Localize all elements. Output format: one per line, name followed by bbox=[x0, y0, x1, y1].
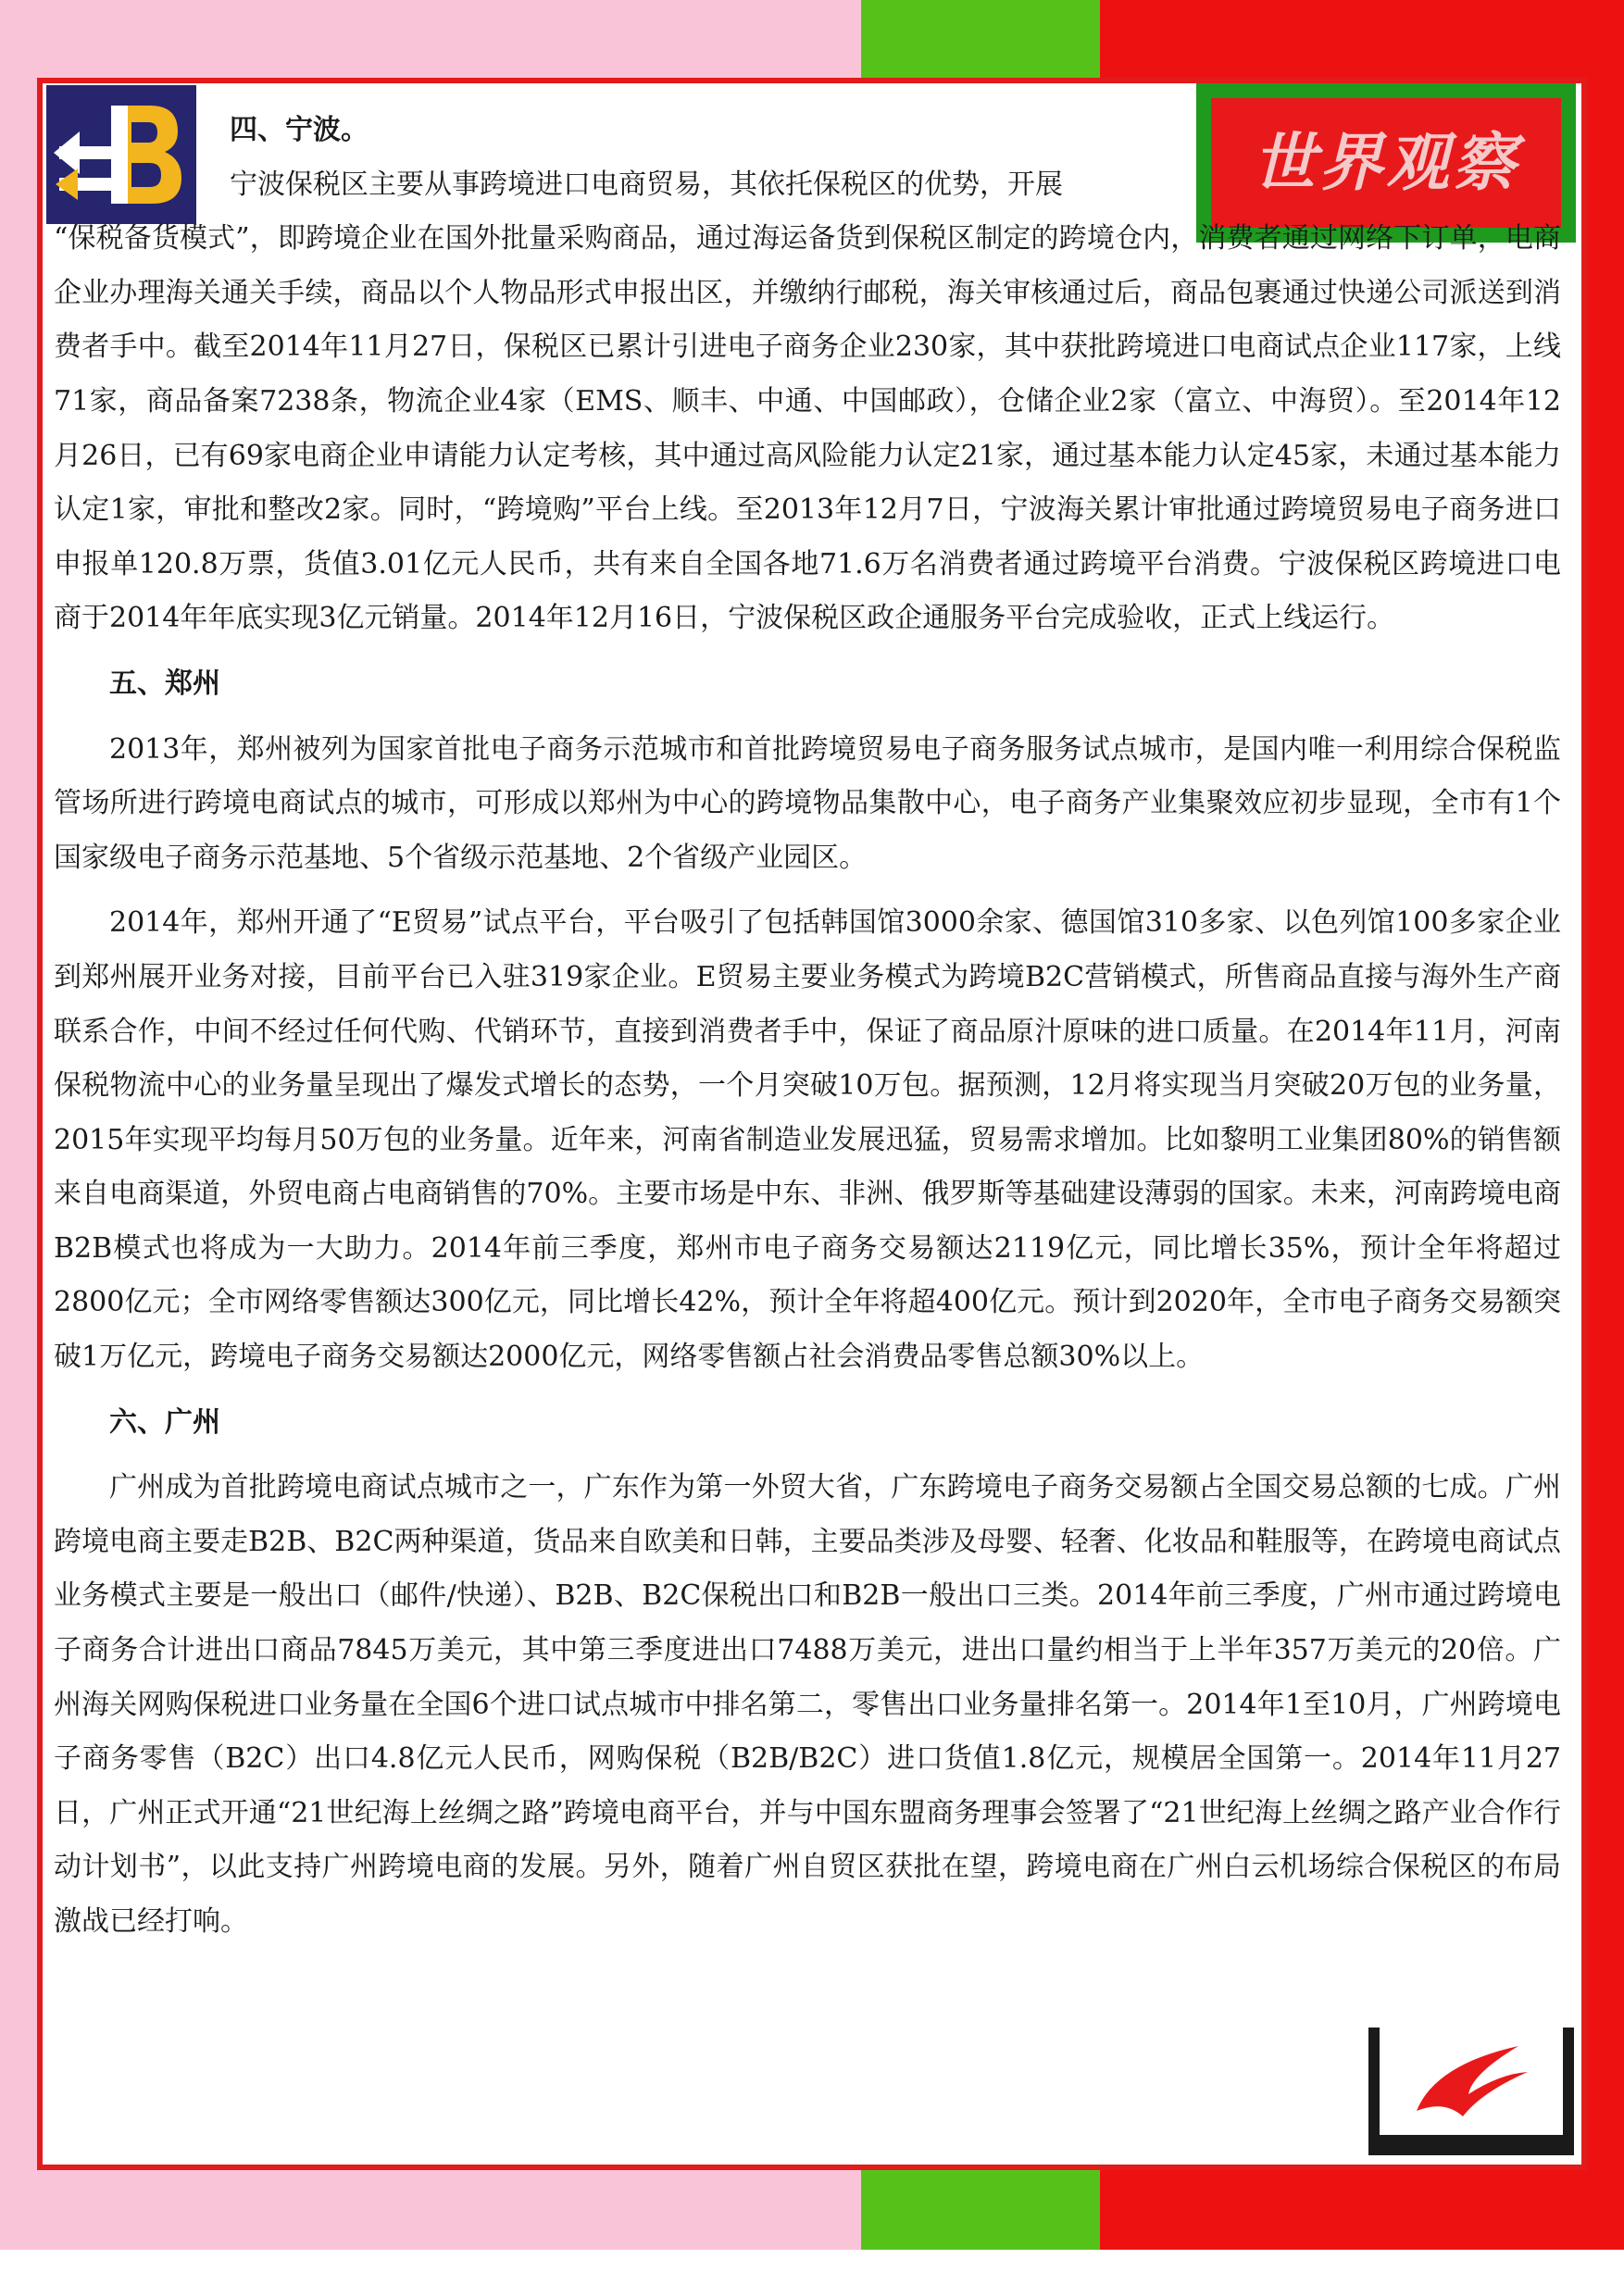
article-body bbox=[54, 104, 1561, 1950]
pink-band-top bbox=[0, 0, 861, 78]
red-swoosh-logo-icon bbox=[1368, 2028, 1574, 2155]
pink-band-left bbox=[0, 78, 37, 2170]
green-band-top bbox=[861, 0, 1100, 78]
banner-title: 世界观察 bbox=[1252, 126, 1519, 200]
section-heading-zhengzhou: 五、郑州 bbox=[109, 667, 220, 700]
paragraph-zhengzhou-1: 2013年，郑州被列为国家首批电子商务示范城市和首批跨境贸易电子商务服务试点城市，是国内唯一利用综合保税监管场所进行跨境电商试点的城市，可形成以郑州为中心的跨境物品集散中心，电子商务产业集聚效应初步显现，全市有1个国家级电子商务示范基地、5个省级示范基地、2个省级产业园区。 bbox=[54, 732, 1561, 874]
logo-base bbox=[1380, 2135, 1563, 2155]
paragraph-ningbo-intro: 宁波保税区主要从事跨境进口电商贸易，其依托保税区的优势，开展 bbox=[230, 168, 1063, 201]
red-band-top bbox=[1100, 0, 1624, 78]
green-band-bottom bbox=[861, 2170, 1100, 2250]
section-heading-guangzhou: 六、广州 bbox=[109, 1405, 220, 1439]
section-heading-ningbo: 四、宁波。 bbox=[230, 114, 369, 146]
pink-band-bottom bbox=[0, 2170, 861, 2250]
paragraph-guangzhou-1: 广州成为首批跨境电商试点城市之一，广东作为第一外贸大省，广东跨境电子商务交易额占全国交易总额的七成。广州跨境电商主要走B2B、B2C两种渠道，货品来自欧美和日韩，主要品类涉及母婴、轻奢、化妆品和鞋服等，在跨境电商试点业务模式主要是一般出口（邮件/快递）、B2B、B2C保税出口和B2B一般出口三类。2014年前三季度，广州市通过跨境电子商务合计进出口商品7845万美元，其中第三季度进出口7488万美元，进出口量约相当于上半年357万美元的20倍。广州海关网购保税进口业务量在全国6个进口试点城市中排名第二，零售出口业务量排名第一。2014年1至10月，广州跨境电子商务零售（B2C）出口4.8亿元人民币，网购保税（B2B/B2C）进口货值1.8亿元，规模居全国第一。2014年11月27日，广州正式开通“21世纪海上丝绸之路”跨境电商平台，并与中国东盟商务理事会签署了“21世纪海上丝绸之路产业合作行动计划书”，以此支持广州跨境电商的发展。另外，随着广州自贸区获批在望，跨境电商在广州白云机场综合保税区的布局激战已经打响。 bbox=[54, 1471, 1561, 1938]
red-band-bottom bbox=[1100, 2170, 1624, 2250]
paragraph-zhengzhou-2: 2014年，郑州开通了“E贸易”试点平台，平台吸引了包括韩国馆3000余家、德国馆310多家、以色列馆100多家企业到郑州展开业务对接，目前平台已入驻319家企业。E贸易主要业务模式为跨境B2C营销模式，所售商品直接与海外生产商联系合作，中间不经过任何代购、代销环节，直接到消费者手中，保证了商品原汁原味的进口质量。在2014年11月，河南保税物流中心的业务量呈现出了爆发式增长的态势，一个月突破10万包。据预测，12月将实现当月突破20万包的业务量，2015年实现平均每月50万包的业务量。近年来，河南省制造业发展迅猛，贸易需求增加。比如黎明工业集团80%的销售额来自电商渠道，外贸电商占电商销售的70%。主要市场是中东、非洲、俄罗斯等基础建设薄弱的国家。未来，河南跨境电商B2B模式也将成为一大助力。2014年前三季度，郑州市电子商务交易额达2119亿元，同比增长35%，预计全年将超过2800亿元；全市网络零售额达300亿元，同比增长42%，预计全年将超400亿元。预计到2020年，全市电子商务交易额突破1万亿元，跨境电子商务交易额达2000亿元，网络零售额占社会消费品零售总额30%以上。 bbox=[54, 906, 1561, 1374]
red-band-right bbox=[1587, 78, 1624, 2170]
paragraph-ningbo-body: “保税备货模式”，即跨境企业在国外批量采购商品，通过海运备货到保税区制定的跨境仓内，消费者通过网络下订单，电商企业办理海关通关手续，商品以个人物品形式申报出区，并缴纳行邮税，海关审核通过后，商品包裹通过快递公司派送到消费者手中。截至2014年11月27日，保税区已累计引进电子商务企业230家，其中获批跨境进口电商试点企业117家，上线71家，商品备案7238条，物流企业4家（EMS、顺丰、中通、中国邮政），仓储企业2家（富立、中海贸）。至2014年12月26日，已有69家电商企业申请能力认定考核，其中通过高风险能力认定21家，通过基本能力认定45家，未通过基本能力认定1家，审批和整改2家。同时，“跨境购”平台上线。至2013年12月7日，宁波海关累计审批通过跨境贸易电子商务进口申报单120.8万票，货值3.01亿元人民币，共有来自全国各地71.6万名消费者通过跨境平台消费。宁波保税区跨境进口电商于2014年年底实现3亿元销量。2014年12月16日，宁波保税区政企通服务平台完成验收，正式上线运行。 bbox=[54, 222, 1561, 635]
